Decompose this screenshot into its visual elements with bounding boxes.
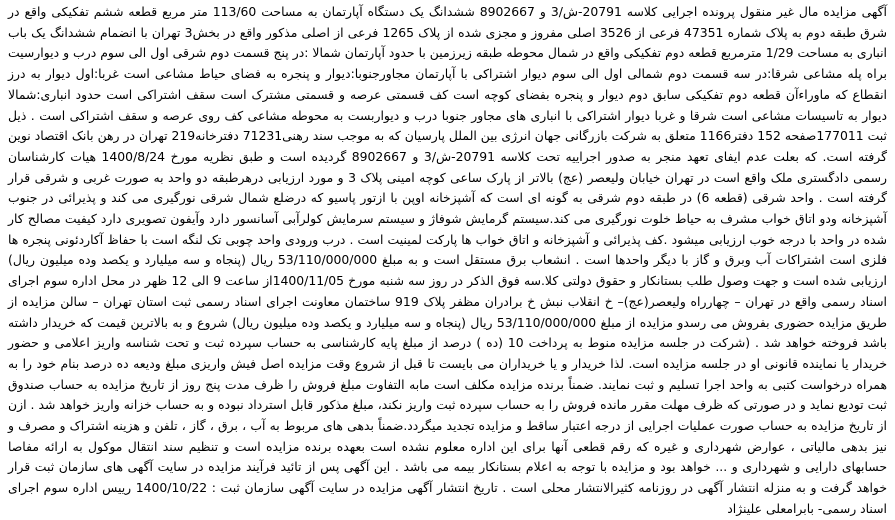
notice-body-text: آگهی مزایده مال غیر منقول پرونده اجرایی کلاسه 20791-ش/3 و 8902667 ششدانگ یک دستگاه آپارتمان به مساحت 113/60 متر مربع قطعه ششم تفکیکی واقع در شرق طبقه دوم به پلاک شماره 47351 فرعی از 3526 اصلی مفروز و مجزی شده از پلاک 1265 فرعی از اصلی مذکور واقع در بخش3 تهران با انضمام ششدانگ یک باب انباری به مساحت 1/29 مترمربع قطعه دوم تفکیکی واقع در شمال محوطه طبقه زیرزمین با حدود آپارتمان شمالا :در پنج قسمت دوم شرقی اول الی سوم درب و دیوارسیت براه پله مشاعی شرقا:در سه قسمت دوم شمالی اول الی سوم دیوار اشتراکی با آپارتمان مجاورجنوبا:دیوار و پنجره به فضای حیاط مشاعی است غربا:اول دیوار به درز انقطاع که ماوراءآن قطعه دوم تفکیکی سابق دوم دیوار و پنجره بفضای کوچه است کف قسمتی عرصه و قسمتی مشترک است سقف اشتراکی است حدود انباری:شمالا دیوار به تاسیسات مشاعی است شرقا و غربا دیوار اشتراکی با انباری های مجاور جنوبا درب و دیواربست به محوطه مشاعی کف روی عرصه و سقف اشتراکی است . ذیل ثبت 177011صفحه 152 دفتر1166 متعلق به شرکت بازرگانی جهان انرژی بین الملل پارسیان که به موجب سند رهنی71231 دفترخانه219 تهران در رهن بانک اقتصاد نوین گرفته است. که بعلت عدم ایفای تعهد منجر به صدور اجراییه تحت کلاسه 20791-ش/3 و 8902667 گردیده است و طبق نظریه مورخ 1400/8/24 هیات کارشناسان رسمی دادگستری ملک واقع است در تهران خیابان ولیعصر (عج) بالاتر از پارک ساعی کوچه امینی پلاک 3 و مورد ارزیابی درهرطبقه دو واحد به صورت غربی و شرقی قرار گرفته است . واحد شرقی (قطعه 6) در طبقه دوم شرقی به گونه ای است که آشپزخانه اوپن با ازتور پاسیو که درضلع شمال شرقی نورگیری می کند و پذیرائی در جنوب آشپزخانه ودو اتاق خواب مشرف به حیاط خلوت نورگیری می کند.سیستم گرمایش شوفاژ و سیستم سرمایش کولرآبی آسانسور دارد وآیفون تصویری دارد کیفیت مصالح کار شده در واحد با درجه خوب ارزیابی میشود .کف پذیرائی و آشپزخانه و اتاق خواب ها پارکت لمینیت است . درب ورودی واحد چوبی تک لنگه است با حفاظ آکاردئونی پنجره ها فلزی است اشتراکات آب وبرق و گاز با دیگر واحدها است . انشعاب برق مستقل است و به مبلغ 53/110/000/000 ریال (پنجاه و سه میلیارد و یکصد وده میلیون ریال) ارزیابی شده است و جهت وصول طلب بستانکار و حقوق دولتی کلا.سه فوق الذکر در روز سه شنبه مورخ 1400/11/05از ساعت 9 الی 12 ظهر در محل اداره سوم اجرای اسناد رسمی واقع در تهران – چهارراه ولیعصر(عج)– خ انقلاب نبش خ برادران مظفر پلاک 919 ساختمان معاونت اجرای اسناد رسمی ثبت استان تهران – سالن مزایده از طریق مزایده حضوری بفروش می رسدو مزایده از مبلغ 53/110/000/000 ریال (پنجاه و سه میلیارد و یکصد وده میلیون ریال) شروع و به بالاترین قیمت که خریدار داشته باشد فروخته خواهد شد . (شرکت در جلسه مزایده منوط به پرداخت 10 (ده ) درصد از مبلغ پایه کارشناسی به حساب سپرده ثبت و تحت شناسه واریز اعلامی و حضور خریدار یا نماینده قانونی او در جلسه مزایده است. لذا خریدار و یا خریداران می بایست تا قبل از شروع وقت مزایده اصل فیش واریزی مبلغ ودیعه ده درصد بنام خود را به همراه درخواست کتبی به واحد اجرا تسلیم و ثبت نمایند. ضمناً برنده مزایده مکلف است مابه التفاوت مبلغ فروش را ظرف مدت پنج روز از تاریخ مزایده به حساب صندوق ثبت تودیع نماید و در صورتی که ظرف مهلت مقرر مانده فروش را به حساب سپرده ثبت واریز نکند، مبلغ مذکور قابل استرداد نبوده و به حساب خزانه واریز خواهد شد . ازن از تاریخ مزایده به حساب صورت عملیات اجرایی از درجه اعتبار ساقط و مزایده تجدید میگردد.ضمناً بدهی های مربوط به آب ، برق ، گاز ، تلفن و هزینه اشتراک و مصرف و نیز بدهی مالیاتی ، عوارض شهرداری و غیره که رقم قطعی آنها برای این اداره معلوم نشده است بعهده برنده مزایده است و تنظیم سند انتقال موکول به ارائه مفاصا حسابهای دارایی و شهرداری و ... خواهد بود و مزایده با توجه به اعلام بستانکار بیمه می باشد . این آگهی پس از تائید فرآیند مزایده در سایت آگهی های سازمان ثبت قرار خواهد گرفت و به منزله انتشار آگهی در روزنامه کثیرالانتشار محلی است . تاریخ انتشار آگهی مزایده در سایت آگهی سازمان ثبت : 1400/10/22 رییس اداره سوم اجرای اسناد رسمی- بابرامعلی علینژاد — [8, 4, 888, 516]
